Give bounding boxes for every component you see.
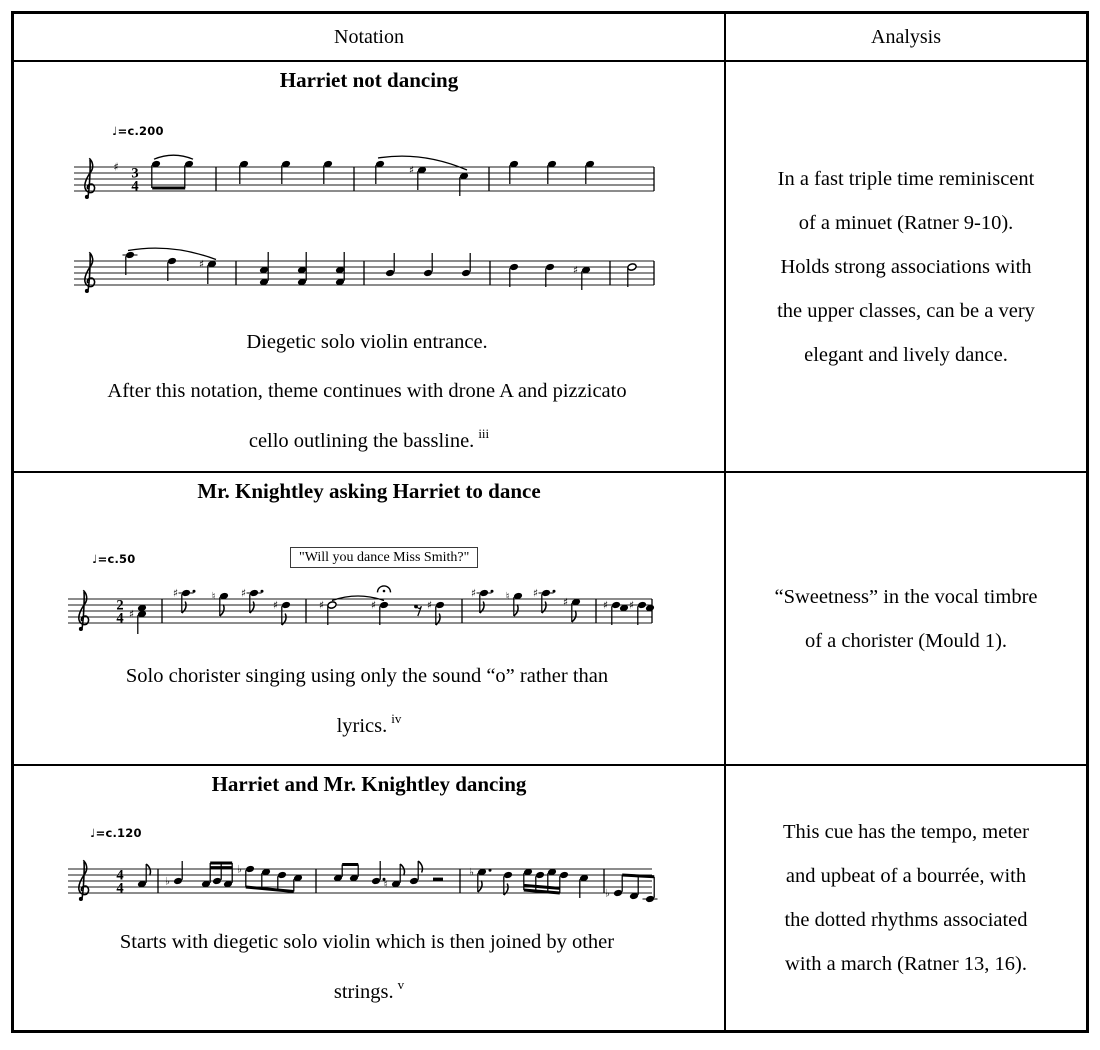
tempo-marking: ♩=c.50 <box>92 552 136 566</box>
notation-header-label: Notation <box>334 25 404 48</box>
analysis-text-line: This cue has the tempo, meter <box>783 821 1029 843</box>
svg-text:♯: ♯ <box>408 164 415 177</box>
cue-title: Mr. Knightley asking Harriet to dance <box>197 479 541 503</box>
notation-cell-row1 <box>14 62 726 473</box>
analysis-table <box>11 11 1089 1033</box>
cue-title: Harriet and Mr. Knightley dancing <box>211 772 527 796</box>
svg-text:♭: ♭ <box>165 875 170 888</box>
endnote-reference: iii <box>478 426 490 442</box>
staff-notation-svg <box>44 143 684 207</box>
notation-caption <box>14 914 724 1014</box>
staff-notation-svg <box>40 575 684 639</box>
svg-text:♭: ♭ <box>237 863 242 876</box>
tempo-marking: ♩=c.200 <box>112 124 164 138</box>
caption-text: strings. <box>333 981 394 1003</box>
notation-caption <box>14 648 724 748</box>
svg-text:♯: ♯ <box>272 599 279 612</box>
analysis-text-line: “Sweetness” in the vocal timbre <box>774 585 1038 608</box>
caption-text: Starts with diegetic solo violin which is then joined by other <box>119 931 615 954</box>
musical-staff-row2 <box>40 575 684 639</box>
svg-text:4: 4 <box>131 178 139 195</box>
svg-text:♮: ♮ <box>383 878 388 891</box>
svg-text:♯: ♯ <box>240 587 247 600</box>
svg-text:♯: ♯ <box>198 258 205 271</box>
analysis-text-line: elegant and lively dance. <box>804 343 1008 366</box>
svg-text:♯: ♯ <box>602 599 609 612</box>
notation-cell-row2 <box>14 473 726 766</box>
analysis-text-line: of a minuet (Ratner 9-10). <box>798 211 1014 234</box>
svg-text:♯: ♯ <box>172 587 179 600</box>
svg-text:♯: ♯ <box>572 264 579 277</box>
analysis-text-line: of a chorister (Mould 1). <box>804 629 1008 652</box>
caption-text: cello outlining the bassline. <box>248 430 475 452</box>
svg-text:4: 4 <box>116 867 124 884</box>
sung-text-box: "Will you dance Miss Smith?" <box>290 547 478 568</box>
svg-text:♯: ♯ <box>470 587 477 600</box>
svg-text:3: 3 <box>131 165 139 182</box>
analysis-text-line: the dotted rhythms associated <box>784 909 1028 931</box>
musical-staff-row3 <box>40 845 684 913</box>
analysis-cell-row3 <box>726 766 1086 1030</box>
svg-text:♯: ♯ <box>628 599 635 612</box>
caption-text: Diegetic solo violin entrance. <box>246 330 488 353</box>
musical-staff-row1-upper <box>44 143 684 207</box>
svg-text:4: 4 <box>116 880 124 897</box>
notation-cell-row3 <box>14 766 726 1030</box>
svg-text:♯: ♯ <box>532 587 539 600</box>
svg-text:♯: ♯ <box>562 596 569 609</box>
svg-text:♭: ♭ <box>605 887 610 900</box>
analysis-header-label: Analysis <box>871 25 941 48</box>
endnote-reference: iv <box>391 711 402 727</box>
svg-text:♯: ♯ <box>370 599 377 612</box>
caption-text: lyrics. <box>336 715 388 737</box>
column-header-analysis <box>726 14 1086 62</box>
analysis-text-line: and upbeat of a bourrée, with <box>785 865 1027 887</box>
cue-title: Harriet not dancing <box>279 68 459 92</box>
svg-text:♭: ♭ <box>469 866 474 879</box>
svg-text:♯: ♯ <box>318 599 325 612</box>
analysis-text-line: the upper classes, can be a very <box>777 299 1035 322</box>
staff-notation-svg <box>40 845 684 913</box>
svg-text:♯: ♯ <box>128 608 135 621</box>
staff-notation-svg <box>44 237 684 301</box>
svg-text:♯: ♯ <box>113 160 119 174</box>
caption-text: After this notation, theme continues with drone A and pizzicato <box>107 380 627 403</box>
svg-text:♮: ♮ <box>505 590 510 603</box>
tempo-marking: ♩=c.120 <box>90 826 142 840</box>
notation-caption <box>14 314 724 463</box>
analysis-text-line: with a march (Ratner 13, 16). <box>785 953 1027 975</box>
svg-text:♮: ♮ <box>211 590 216 603</box>
svg-text:2: 2 <box>116 597 124 614</box>
analysis-text-line: In a fast triple time reminiscent <box>777 167 1035 190</box>
svg-text:4: 4 <box>116 610 124 627</box>
analysis-cell-row2 <box>726 473 1086 766</box>
analysis-text-line: Holds strong associations with <box>780 255 1032 278</box>
analysis-cell-row1 <box>726 62 1086 473</box>
musical-staff-row1-lower <box>44 237 684 301</box>
caption-text: Solo chorister singing using only the sound “o” rather than <box>125 665 609 688</box>
endnote-reference: v <box>397 977 405 993</box>
column-header-notation <box>14 14 726 62</box>
svg-text:♯: ♯ <box>426 599 433 612</box>
